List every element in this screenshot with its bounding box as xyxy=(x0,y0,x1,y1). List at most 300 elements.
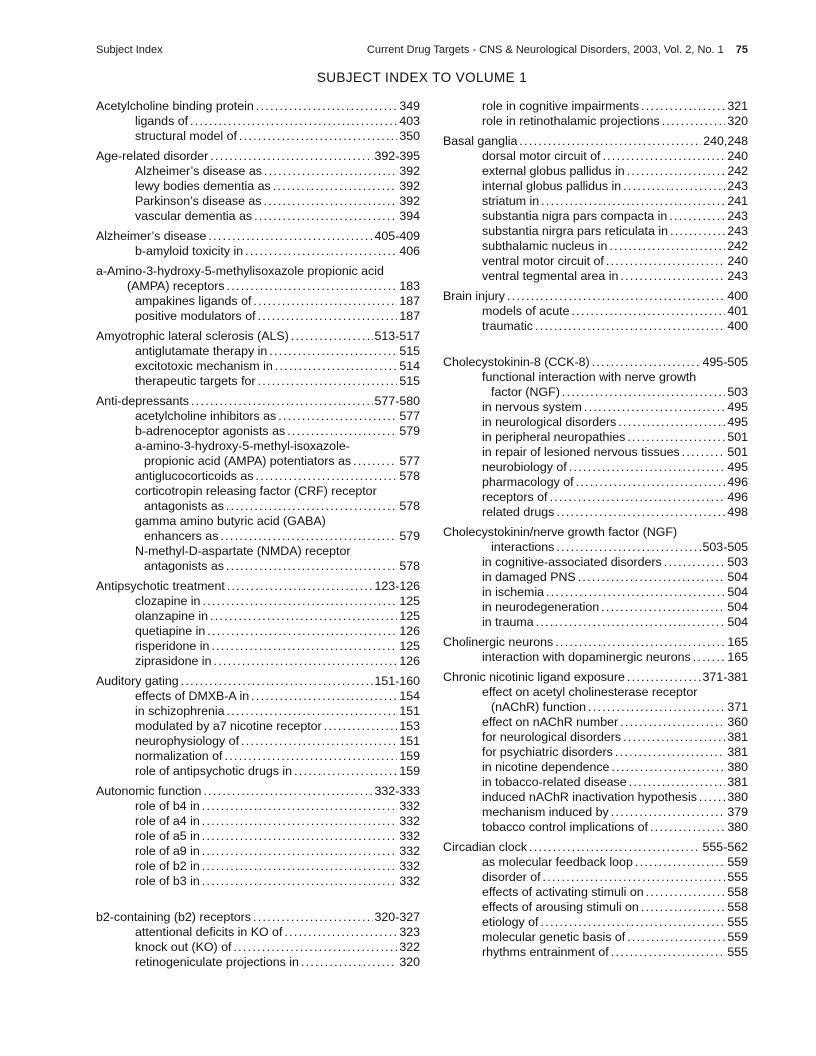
dot-leader xyxy=(208,229,372,244)
entry-page-number: 515 xyxy=(399,344,420,358)
dot-leader xyxy=(210,149,372,164)
index-entry xyxy=(127,279,420,294)
index-entry xyxy=(482,164,748,179)
index-entry xyxy=(135,469,420,484)
index-entry xyxy=(135,114,420,129)
entry-page-number: 400 xyxy=(727,289,748,303)
index-entry xyxy=(135,624,420,639)
entry-label: Chronic nicotinic ligand exposure xyxy=(443,670,625,684)
entry-page-number: 151 xyxy=(399,734,420,748)
entry-label: internal globus pallidus in xyxy=(482,179,622,193)
entry-label: rhythms entrainment of xyxy=(482,945,609,959)
index-entry xyxy=(482,505,748,520)
entry-page-number: 349 xyxy=(399,99,420,113)
dot-leader xyxy=(226,499,397,514)
entry-page-number: 380 xyxy=(727,760,748,774)
entry-page-number: 332 xyxy=(399,874,420,888)
index-entry xyxy=(96,674,420,689)
entry-label: in nervous system xyxy=(482,400,582,414)
entry-page-number: 165 xyxy=(727,650,748,664)
entry-page-number: 151 xyxy=(399,704,420,718)
entry-page-number: 495-505 xyxy=(702,355,748,369)
page-title: SUBJECT INDEX TO VOLUME 1 xyxy=(316,70,528,85)
index-entry xyxy=(135,309,420,324)
dot-leader xyxy=(210,609,397,624)
index-entry xyxy=(96,264,420,279)
entry-page-number: 332 xyxy=(399,814,420,828)
entry-page-number: 392-395 xyxy=(374,149,420,163)
index-entry xyxy=(482,490,748,505)
index-columns xyxy=(96,99,748,970)
entry-label: antagonists as xyxy=(144,559,224,573)
dot-leader xyxy=(264,194,398,209)
dot-leader xyxy=(241,734,397,749)
dot-leader xyxy=(562,385,725,400)
entry-page-number: 241 xyxy=(727,194,748,208)
dot-leader xyxy=(699,790,725,805)
index-entry xyxy=(135,874,420,889)
entry-page-number: 380 xyxy=(727,790,748,804)
index-entry xyxy=(135,844,420,859)
entry-page-number: 381 xyxy=(727,730,748,744)
entry-page-number: 405-409 xyxy=(374,229,420,243)
dot-leader xyxy=(256,99,398,114)
entry-page-number: 332 xyxy=(399,829,420,843)
index-entry xyxy=(482,820,748,835)
entry-page-number: 332 xyxy=(399,859,420,873)
index-entry xyxy=(135,344,420,359)
entry-page-number: 126 xyxy=(399,624,420,638)
entry-page-number: 240 xyxy=(727,254,748,268)
entry-label: mechanism induced by xyxy=(482,805,609,819)
index-entry xyxy=(482,254,748,269)
entry-label: models of acute xyxy=(482,304,570,318)
index-entry xyxy=(482,855,748,870)
entry-page-number: 381 xyxy=(727,775,748,789)
index-entry xyxy=(96,149,420,164)
entry-page-number: 320 xyxy=(399,955,420,969)
entry-label: quetiapine in xyxy=(135,624,206,638)
index-entry xyxy=(482,99,748,114)
entry-label: retinogeniculate projections in xyxy=(135,955,299,969)
index-entry xyxy=(135,359,420,374)
dot-leader xyxy=(627,670,701,685)
dot-leader xyxy=(620,715,725,730)
dot-leader xyxy=(627,164,726,179)
entry-label: antiglutamate therapy in xyxy=(135,344,268,358)
index-entry xyxy=(482,415,748,430)
dot-leader xyxy=(623,179,725,194)
entry-page-number: 242 xyxy=(727,239,748,253)
entry-label: role of b3 in xyxy=(135,874,200,888)
dot-leader xyxy=(254,209,397,224)
entry-label: Anti-depressants xyxy=(96,394,189,408)
index-entry xyxy=(135,609,420,624)
index-entry xyxy=(482,915,748,930)
index-entry xyxy=(482,370,748,385)
dot-leader xyxy=(233,940,397,955)
dot-leader xyxy=(251,689,397,704)
dot-leader xyxy=(224,749,397,764)
index-entry xyxy=(443,635,748,650)
index-entry xyxy=(135,719,420,734)
entry-label: tobacco control implications of xyxy=(482,820,648,834)
index-entry xyxy=(482,209,748,224)
dot-leader xyxy=(611,805,726,820)
dot-leader xyxy=(202,594,397,609)
entry-label: in damaged PNS xyxy=(482,570,576,584)
entry-label: induced nAChR inactivation hypothesis xyxy=(482,790,697,804)
dot-leader xyxy=(543,870,726,885)
dot-leader xyxy=(569,460,726,475)
entry-label: interactions xyxy=(491,540,555,554)
index-entry xyxy=(482,475,748,490)
entry-page-number: 332 xyxy=(399,799,420,813)
entry-label: Autonomic function xyxy=(96,784,202,798)
index-entry xyxy=(491,700,748,715)
entry-label: ventral tegmental area in xyxy=(482,269,619,283)
dot-leader xyxy=(588,700,725,715)
entry-page-number: 242 xyxy=(727,164,748,178)
index-entry xyxy=(135,829,420,844)
entry-label: vascular dementia as xyxy=(135,209,253,223)
entry-label: Auditory gating xyxy=(96,674,179,688)
entry-page-number: 243 xyxy=(727,269,748,283)
entry-label: in schizophrenia xyxy=(135,704,225,718)
entry-page-number: 243 xyxy=(727,209,748,223)
entry-page-number: 392 xyxy=(399,179,420,193)
entry-page-number: 321 xyxy=(727,99,748,113)
entry-page-number: 380 xyxy=(727,820,748,834)
entry-label: structural model of xyxy=(135,129,237,143)
index-entry xyxy=(135,704,420,719)
dot-leader xyxy=(641,99,725,114)
entry-page-number: 514 xyxy=(399,359,420,373)
entry-label: external globus pallidus in xyxy=(482,164,625,178)
dot-leader xyxy=(287,424,397,439)
entry-label: Alzheimer’s disease xyxy=(96,229,207,243)
index-entry xyxy=(135,374,420,389)
entry-label: normalization of xyxy=(135,749,223,763)
entry-label: in neurodegeneration xyxy=(482,600,600,614)
index-entry xyxy=(482,114,748,129)
index-entry xyxy=(135,639,420,654)
index-entry xyxy=(482,870,748,885)
dot-leader xyxy=(213,654,397,669)
index-entry xyxy=(482,805,748,820)
entry-page-number: 332-333 xyxy=(374,784,420,798)
entry-label: clozapine in xyxy=(135,594,201,608)
dot-leader xyxy=(190,114,397,129)
entry-label: antagonists as xyxy=(144,499,224,513)
index-entry xyxy=(482,685,748,700)
dot-leader xyxy=(606,254,725,269)
entry-page-number: 371-381 xyxy=(702,670,748,684)
entry-page-number: 154 xyxy=(399,689,420,703)
dot-leader xyxy=(615,745,725,760)
index-entry xyxy=(482,460,748,475)
index-entry xyxy=(135,209,420,224)
entry-label: Age-related disorder xyxy=(96,149,209,163)
entry-page-number: 350 xyxy=(399,129,420,143)
dot-leader xyxy=(273,179,398,194)
entry-label: in tobacco-related disease xyxy=(482,775,627,789)
dot-leader xyxy=(635,855,725,870)
entry-label: Brain injury xyxy=(443,289,505,303)
entry-label: b2-containing (b2) receptors xyxy=(96,910,251,924)
index-entry xyxy=(482,745,748,760)
dot-leader xyxy=(226,559,397,574)
index-entry xyxy=(96,394,420,409)
entry-label: subthalamic nucleus in xyxy=(482,239,608,253)
entry-page-number: 392 xyxy=(399,194,420,208)
entry-page-number: 495 xyxy=(727,415,748,429)
entry-label: neurobiology of xyxy=(482,460,567,474)
dot-leader xyxy=(609,239,725,254)
index-entry xyxy=(491,385,748,400)
entry-page-number: 187 xyxy=(399,309,420,323)
dot-leader xyxy=(203,784,372,799)
entry-label: for psychiatric disorders xyxy=(482,745,613,759)
entry-label: therapeutic targets for xyxy=(135,374,256,388)
index-column-right xyxy=(443,99,748,970)
dot-leader xyxy=(202,799,398,814)
entry-label: factor (NGF) xyxy=(491,385,560,399)
index-entry xyxy=(135,544,420,559)
entry-page-number: 559 xyxy=(727,930,748,944)
entry-label: risperidone in xyxy=(135,639,210,653)
entry-page-number: 243 xyxy=(727,179,748,193)
index-entry xyxy=(135,955,420,970)
index-entry xyxy=(482,775,748,790)
entry-label: olanzapine in xyxy=(135,609,209,623)
entry-label: in ischemia xyxy=(482,585,544,599)
running-head: Subject Index xyxy=(96,44,163,56)
index-entry xyxy=(482,194,748,209)
dot-leader xyxy=(611,760,725,775)
entry-label: interaction with dopaminergic neurons xyxy=(482,650,691,664)
index-entry xyxy=(482,600,748,615)
entry-page-number: 577-580 xyxy=(374,394,420,408)
dot-leader xyxy=(535,319,725,334)
dot-leader xyxy=(646,885,726,900)
header-page-number: 75 xyxy=(735,44,748,56)
entry-page-number: 394 xyxy=(399,209,420,223)
entry-page-number: 496 xyxy=(727,490,748,504)
entry-page-number: 320-327 xyxy=(374,910,420,924)
entry-page-number: 495 xyxy=(727,400,748,414)
dot-leader xyxy=(546,585,725,600)
entry-label: for neurological disorders xyxy=(482,730,622,744)
entry-page-number: 371 xyxy=(727,700,748,714)
index-entry xyxy=(482,945,748,960)
index-entry xyxy=(96,579,420,594)
index-entry xyxy=(482,445,748,460)
index-entry xyxy=(482,715,748,730)
entry-label: effects of DMXB-A in xyxy=(135,689,250,703)
entry-label: role in cognitive impairments xyxy=(482,99,640,113)
entry-page-number: 577 xyxy=(399,409,420,423)
page-header xyxy=(96,44,748,57)
dot-leader xyxy=(670,224,725,239)
entry-label: pharmacology of xyxy=(482,475,574,489)
index-entry xyxy=(482,930,748,945)
entry-label: Antipsychotic treatment xyxy=(96,579,225,593)
dot-leader xyxy=(202,844,398,859)
entry-page-number: 400 xyxy=(727,319,748,333)
dot-leader xyxy=(536,615,726,630)
entry-page-number: 555-562 xyxy=(702,840,748,854)
entry-label: excitotoxic mechanism in xyxy=(135,359,273,373)
entry-page-number: 323 xyxy=(399,925,420,939)
entry-page-number: 401 xyxy=(727,304,748,318)
entry-label: positive modulators of xyxy=(135,309,256,323)
dot-leader xyxy=(324,719,398,734)
entry-label: as molecular feedback loop xyxy=(482,855,633,869)
dot-leader xyxy=(258,309,398,324)
index-entry xyxy=(443,840,748,855)
entry-label: in nicotine dependence xyxy=(482,760,610,774)
index-entry xyxy=(135,514,420,529)
dot-leader xyxy=(207,624,397,639)
entry-label: Basal ganglia xyxy=(443,134,518,148)
entry-page-number: 577 xyxy=(399,454,420,468)
entry-label: knock out (KO) of xyxy=(135,940,232,954)
entry-label: attentional deficits in KO of xyxy=(135,925,283,939)
entry-label: substantia nirgra pars reticulata in xyxy=(482,224,668,238)
index-entry xyxy=(144,559,420,574)
entry-label: in peripheral neuropathies xyxy=(482,430,626,444)
journal-header xyxy=(367,44,748,57)
dot-leader xyxy=(202,874,398,889)
dot-leader xyxy=(620,269,725,284)
entry-label: ziprasidone in xyxy=(135,654,212,668)
index-entry xyxy=(135,764,420,779)
entry-label: neurophysiology of xyxy=(135,734,240,748)
dot-leader xyxy=(275,359,398,374)
entry-label: Parkinson’s disease as xyxy=(135,194,262,208)
entry-page-number: 332 xyxy=(399,844,420,858)
dot-leader xyxy=(264,164,397,179)
entry-page-number: 558 xyxy=(727,900,748,914)
index-entry xyxy=(135,179,420,194)
entry-page-number: 504 xyxy=(727,585,748,599)
index-entry xyxy=(135,734,420,749)
index-entry xyxy=(482,650,748,665)
entry-page-number: 159 xyxy=(399,749,420,763)
dot-leader xyxy=(627,930,725,945)
index-entry xyxy=(135,164,420,179)
entry-page-number: 579 xyxy=(399,529,420,543)
entry-label: enhancers as xyxy=(144,529,219,543)
entry-page-number: 320 xyxy=(727,114,748,128)
index-entry xyxy=(135,859,420,874)
entry-page-number: 183 xyxy=(399,279,420,293)
dot-leader xyxy=(555,635,725,650)
entry-label: effects of activating stimuli on xyxy=(482,885,644,899)
entry-label: Amyotrophic lateral sclerosis (ALS) xyxy=(96,329,289,343)
index-entry xyxy=(135,194,420,209)
dot-leader xyxy=(682,445,726,460)
entry-page-number: 513-517 xyxy=(374,329,420,343)
index-entry xyxy=(482,239,748,254)
entry-page-number: 503 xyxy=(727,555,748,569)
dot-leader xyxy=(618,415,725,430)
index-entry xyxy=(443,289,748,304)
entry-label: N-methyl-D-aspartate (NMDA) receptor xyxy=(135,544,351,558)
index-entry xyxy=(96,784,420,799)
entry-page-number: 243 xyxy=(727,224,748,238)
dot-leader xyxy=(202,829,398,844)
entry-label: ventral motor circuit of xyxy=(482,254,604,268)
entry-label: Cholecystokinin-8 (CCK-8) xyxy=(443,355,590,369)
entry-page-number: 159 xyxy=(399,764,420,778)
dot-leader xyxy=(592,355,701,370)
entry-label: antiglucocorticoids as xyxy=(135,469,254,483)
entry-label: role of a9 in xyxy=(135,844,200,858)
index-entry xyxy=(482,900,748,915)
entry-label: ampakines ligands of xyxy=(135,294,252,308)
dot-leader xyxy=(627,430,725,445)
entry-label: disorder of xyxy=(482,870,541,884)
dot-leader xyxy=(227,579,373,594)
index-entry xyxy=(135,689,420,704)
entry-label: functional interaction with nerve growth xyxy=(482,370,697,384)
entry-label: corticotropin releasing factor (CRF) receptor xyxy=(135,484,377,498)
entry-page-number: 165 xyxy=(727,635,748,649)
index-entry xyxy=(96,99,420,114)
entry-page-number: 403 xyxy=(399,114,420,128)
dot-leader xyxy=(664,555,726,570)
index-entry xyxy=(135,814,420,829)
dot-leader xyxy=(650,820,725,835)
entry-label: ligands of xyxy=(135,114,189,128)
index-entry xyxy=(135,129,420,144)
index-entry xyxy=(443,134,748,149)
index-entry xyxy=(482,224,748,239)
entry-page-number: 125 xyxy=(399,639,420,653)
index-entry xyxy=(96,910,420,925)
entry-label: Cholinergic neurons xyxy=(443,635,554,649)
entry-label: molecular genetic basis of xyxy=(482,930,626,944)
entry-label: b-amyloid toxicity in xyxy=(135,244,244,258)
dot-leader xyxy=(253,910,373,925)
entry-label: etiology of xyxy=(482,915,539,929)
index-entry xyxy=(135,925,420,940)
entry-page-number: 381 xyxy=(727,745,748,759)
entry-page-number: 555 xyxy=(727,945,748,959)
index-entry xyxy=(96,229,420,244)
dot-leader xyxy=(662,114,726,129)
entry-label: in neurological disorders xyxy=(482,415,617,429)
index-entry xyxy=(482,319,748,334)
entry-page-number: 501 xyxy=(727,430,748,444)
index-entry xyxy=(135,244,420,259)
index-entry xyxy=(482,555,748,570)
entry-page-number: 151-160 xyxy=(374,674,420,688)
entry-page-number: 322 xyxy=(399,940,420,954)
dot-leader xyxy=(294,764,397,779)
index-entry xyxy=(144,499,420,514)
entry-label: role of b2 in xyxy=(135,859,200,873)
entry-label: b-adrenoceptor agonists as xyxy=(135,424,286,438)
entry-page-number: 379 xyxy=(727,805,748,819)
dot-leader xyxy=(669,209,725,224)
index-entry xyxy=(443,670,748,685)
dot-leader xyxy=(211,639,397,654)
dot-leader xyxy=(220,529,397,544)
entry-label: (nAChR) function xyxy=(491,700,587,714)
